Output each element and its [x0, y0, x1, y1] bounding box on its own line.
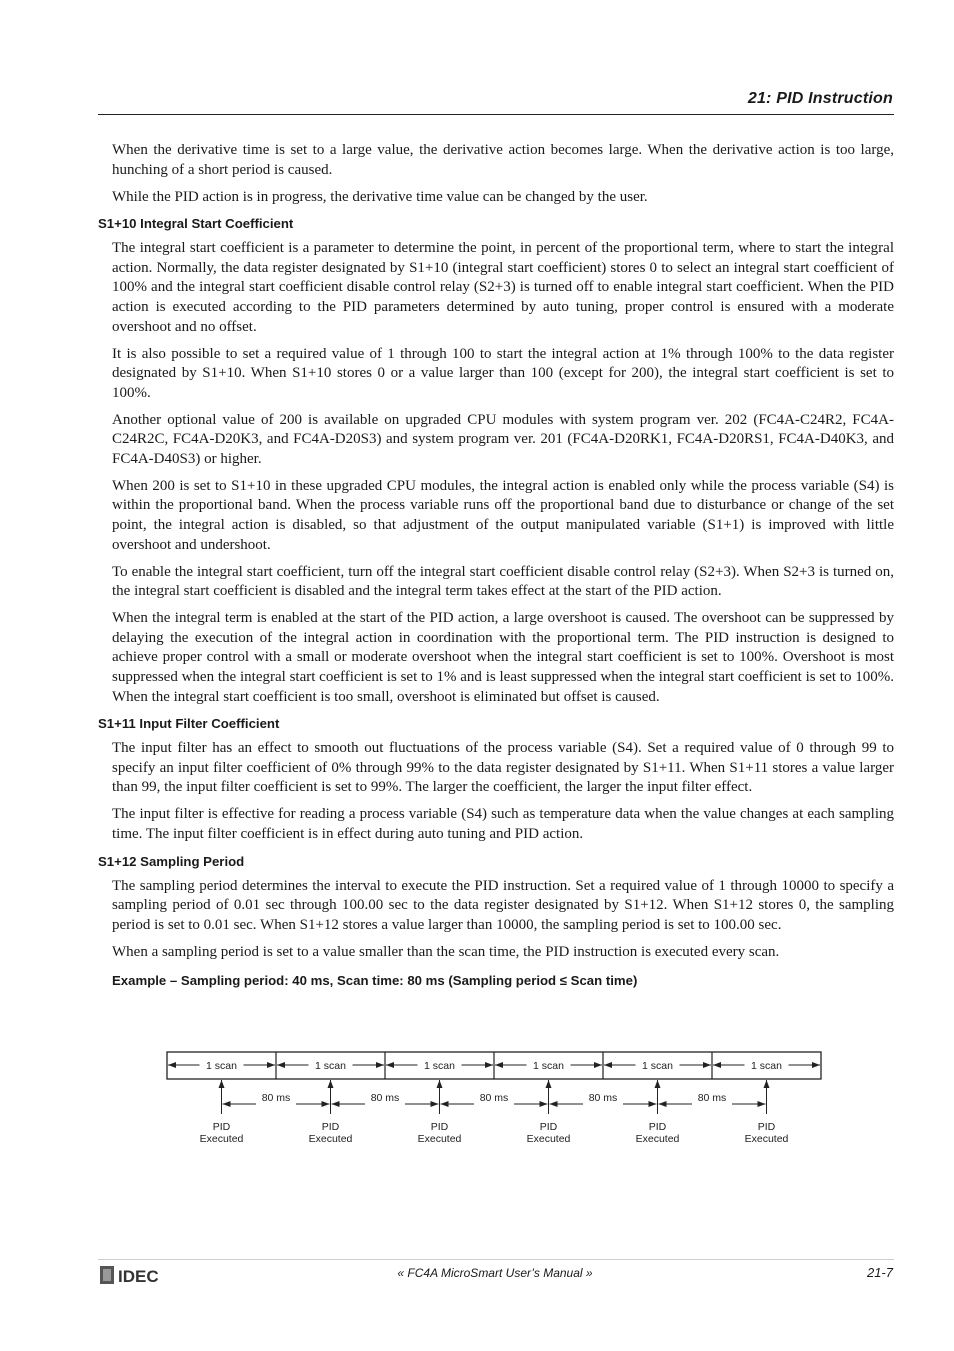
- interval-label: 80 ms: [261, 1092, 291, 1104]
- section-heading-integral-start: S1+10 Integral Start Coefficient: [98, 216, 294, 232]
- executed-label-line2: Executed: [308, 1133, 353, 1145]
- section-paragraph: Another optional value of 200 is available on upgraded CPU modules with system program ver. 202 (FC4A-C24R2, FC4A-C24R2C, FC4A-D20K3, and FC4A-D20S3) and system program ver. 201 (FC4A-D20RK1, FC4A-D20RS1, FC4A-D40K3, and FC4A-D40S3) or higher.: [112, 411, 894, 467]
- section-paragraph: The input filter has an effect to smooth out fluctuations of the process variable (S4). Set a required value of 0 through 99 to specify an input filter coefficient of 0% through 99% to the data register designated by S1+11. When S1+11 stores a value larger than 99, the input filter coefficient is set to 99%. The larger the coefficient, the larger the input filter effect.: [112, 740, 894, 796]
- scan-label: 1 scan: [751, 1060, 782, 1072]
- section-paragraph: The sampling period determines the interval to execute the PID instruction. Set a required value of 1 through 10000 to specify a sampling period of 0.01 sec through 100.00 sec to the data register designated by S1+12. When S1+12 stores 0, the sampling period is set to 0.01 sec. When S1+12 stores a value larger than 10000, the sampling period is set to 100.00 sec.: [112, 877, 894, 933]
- section-paragraph: It is also possible to set a required value of 1 through 100 to start the integral action at 1% through 100% to the data register designated by S1+10. When S1+10 stores 0 or a value larger than 100 (except for 200), the integral start coefficient is set to 100%.: [112, 345, 894, 401]
- intro-paragraph: While the PID action is in progress, the derivative time value can be changed by the user.: [112, 188, 648, 205]
- intro-paragraph: When the derivative time is set to a large value, the derivative action becomes large. When the derivative action is too large, hunching of a short period is caused.: [112, 142, 894, 178]
- section-paragraph: To enable the integral start coefficient, turn off the integral start coefficient disable control relay (S2+3). When S2+3 is turned on, the integral start coefficient is disabled and the integral term takes effect at the start of the PID action.: [112, 563, 894, 600]
- section-heading-sampling-period: S1+12 Sampling Period: [98, 853, 245, 869]
- example-heading: Example – Sampling period: 40 ms, Scan time: 80 ms (Sampling period ≤ Scan time): [112, 973, 638, 989]
- executed-label-line1: PID: [321, 1121, 340, 1133]
- scan-label: 1 scan: [206, 1060, 237, 1072]
- executed-label-line1: PID: [648, 1121, 667, 1133]
- section-paragraph: When 200 is set to S1+10 in these upgraded CPU modules, the integral action is enabled only while the process variable (S4) is within the proportional band. When the process variable runs off the proportional band due to disturbance or change of the set point, the integral action is disabled, so that adjustment of the output manipulated variable (S1+1) is improved with little overshoot and undershoot.: [112, 477, 894, 553]
- executed-label-line2: Executed: [417, 1133, 462, 1145]
- section-paragraph: The integral start coefficient is a parameter to determine the point, in percent of the proportional term, where to start the integral action. Normally, the data register designated by S1+10 (integral start coefficient) stores 0 to select an integral start coefficient of 100% and the integral start coefficient disable control relay (S2+3) is turned off to enable integral start coefficient. When the PID action is executed according to the PID parameters determined by auto tuning, proper control is ensured with a moderate overshoot and no offset.: [112, 240, 894, 335]
- interval-label: 80 ms: [479, 1092, 509, 1104]
- section-paragraph: When the integral term is enabled at the start of the PID action, a large overshoot is caused. The overshoot can be suppressed by delaying the execution of the integral action in coordination with the proportional term. The PID instruction is designed to achieve proper control with a small or moderate overshoot when the integral start coefficient is set to 100%. Overshoot is most suppressed when the integral start coefficient is set to 1% and is least suppressed when the integral start coefficient is set to 100%. When the integral start coefficient is too small, overshoot is eliminated but offset is caused.: [112, 610, 894, 705]
- interval-label: 80 ms: [370, 1092, 400, 1104]
- page-number: 21-7: [866, 1265, 893, 1280]
- manual-title: « FC4A MicroSmart User’s Manual »: [397, 1266, 593, 1280]
- section-paragraph: When a sampling period is set to a value smaller than the scan time, the PID instruction is executed every scan.: [112, 943, 780, 960]
- chapter-title: 21: PID Instruction: [747, 90, 893, 107]
- scan-label: 1 scan: [642, 1060, 673, 1072]
- executed-label-line2: Executed: [526, 1133, 571, 1145]
- executed-label-line2: Executed: [635, 1133, 680, 1145]
- scan-label: 1 scan: [315, 1060, 346, 1072]
- scan-label: 1 scan: [424, 1060, 455, 1072]
- executed-label-line1: PID: [757, 1121, 776, 1133]
- executed-label-line2: Executed: [744, 1133, 789, 1145]
- interval-label: 80 ms: [588, 1092, 618, 1104]
- logo-text: IDEC: [118, 1267, 159, 1286]
- interval-label: 80 ms: [697, 1092, 727, 1104]
- section-paragraph: The input filter is effective for reading a process variable (S4) such as temperature data when the value changes at each sampling time. The input filter coefficient is in effect during auto tuning and PID action.: [112, 806, 894, 842]
- scan-label: 1 scan: [533, 1060, 564, 1072]
- executed-label-line1: PID: [430, 1121, 449, 1133]
- executed-label-line1: PID: [539, 1121, 558, 1133]
- footer-rule: [98, 1259, 894, 1260]
- section-heading-input-filter: S1+11 Input Filter Coefficient: [98, 716, 280, 732]
- executed-label-line2: Executed: [199, 1133, 244, 1145]
- executed-label-line1: PID: [212, 1121, 231, 1133]
